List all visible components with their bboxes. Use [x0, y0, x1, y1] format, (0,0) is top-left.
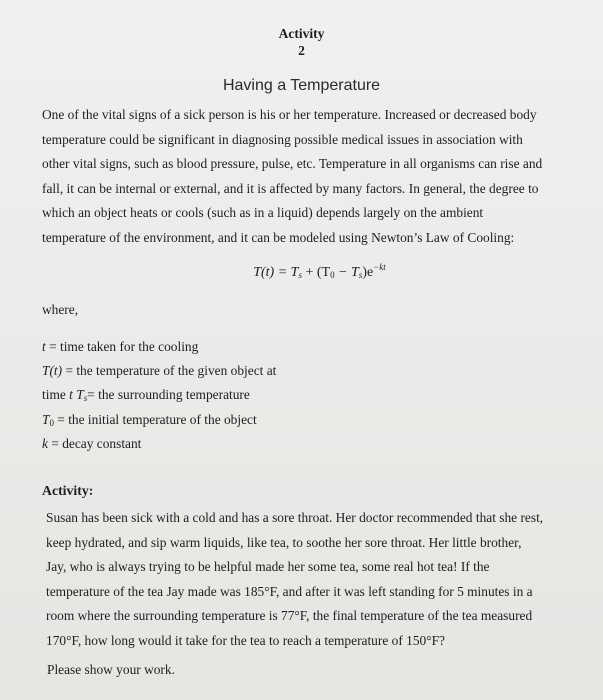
intro-line: fall, it can be internal or external, and it is affected by many factors. In general, the degree to: [42, 180, 539, 196]
formula-close: )e: [362, 265, 374, 280]
activity-heading: Activity:: [42, 483, 94, 498]
activity-line: keep hydrated, and sip warm liquids, like tea, to soothe her sore throat. Her little brother,: [46, 534, 522, 550]
activity-line: room where the surrounding temperature is 77°F, the final temperature of the tea measured: [46, 608, 533, 624]
intro-line: temperature could be significant in diagnosing possible medical issues in association with: [42, 131, 523, 147]
intro-paragraph: [42, 103, 582, 251]
definition-item: T(t) = the temperature of the given object at: [42, 363, 277, 379]
formula-sub: s: [298, 270, 302, 280]
symbol: T(t): [42, 363, 63, 379]
activity-line: Susan has been sick with a cold and has a sore throat. Her doctor recommended that she rest,: [46, 510, 544, 525]
formula-sub: 0: [330, 270, 335, 280]
activity-line: temperature of the tea Jay made was 185°F, and after it was left standing for 5 minutes in a: [46, 583, 533, 599]
intro-line: other vital signs, such as blood pressure, pulse, etc. Temperature in all organisms can rise and: [42, 156, 543, 172]
symbol: k: [42, 435, 48, 451]
formula-lhs: T(t) = T: [253, 265, 299, 280]
symbol: T: [42, 411, 50, 427]
definition-item: time t $T_s=$ the surrounding temperature: [42, 387, 250, 404]
intro-line: which an object heats or cools (such as in a liquid) depends largely on the ambient: [42, 205, 484, 221]
formula-minus: − T: [334, 265, 359, 280]
intro-line: temperature of the environment, and it can be modeled using Newton’s Law of Cooling:: [42, 229, 515, 245]
definition-item: $T_0$ = the initial temperature of the object: [42, 411, 257, 428]
activity-line: Jay, who is always trying to be helpful made her some tea, some real hot tea! If the: [46, 559, 490, 575]
activity-line: 170°F, how long would it take for the tea to reach a temperature of 150°F?: [46, 632, 445, 648]
intro-line: One of the vital signs of a sick person is his or her temperature. Increased or decreased body: [42, 107, 537, 122]
activity-paragraph: [46, 506, 586, 654]
activity-number: 2: [298, 43, 305, 58]
where-label: where,: [42, 302, 79, 317]
activity-label: Activity: [278, 26, 325, 41]
definition-item: k = decay constant: [42, 435, 142, 451]
definitions-list: [42, 335, 276, 456]
page-title: Having a Temperature: [222, 77, 381, 94]
formula-exponent: −kt: [373, 262, 386, 272]
symbol: t: [42, 339, 46, 354]
formula-mid: + (T: [301, 265, 331, 280]
closing-instruction: Please show your work.: [47, 662, 175, 677]
newtons-cooling-formula: [0, 264, 603, 282]
formula-sub: s: [358, 270, 363, 280]
definition-item: t = time taken for the cooling: [42, 339, 199, 354]
symbol: T: [76, 387, 84, 403]
